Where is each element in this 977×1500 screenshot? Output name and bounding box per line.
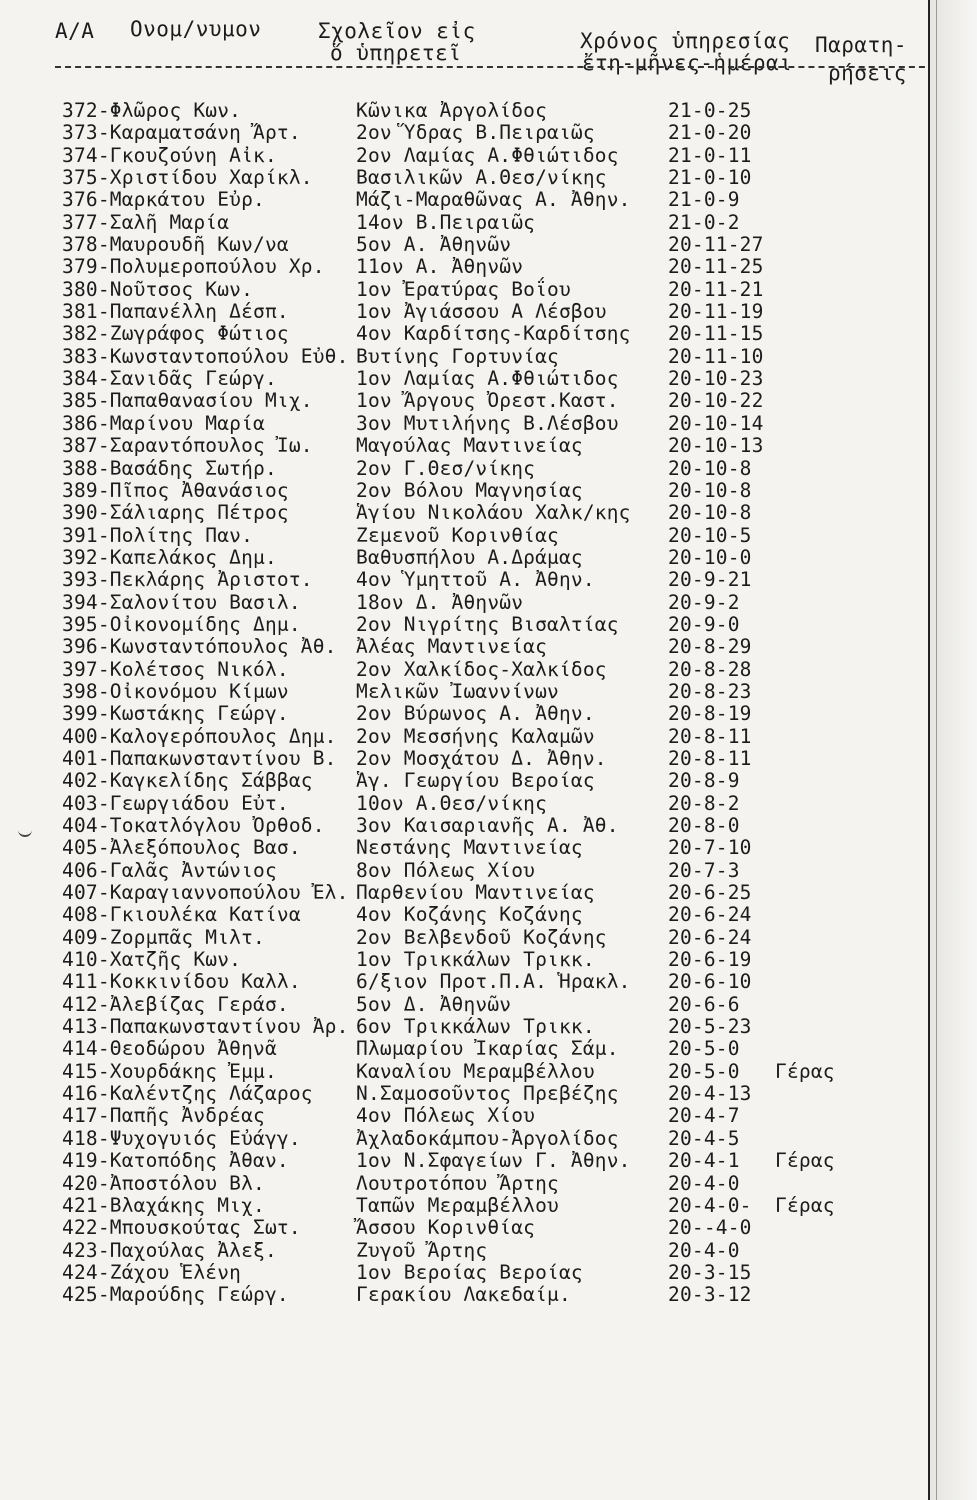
table-row [0,726,930,748]
table-row [0,323,930,345]
row-school: 10ον Α.Θεσ/νίκης [356,791,548,815]
row-school: 2ον Βόλου Μαγνησίας [356,478,583,502]
row-name: 406-Γαλᾶς Ἀντώνιος [62,858,277,882]
row-name: 391-Πολίτης Παν. [62,523,254,547]
row-service-time: 20-8-0 [668,814,740,837]
record-list [0,100,930,1307]
row-name: 377-Σαλῆ Μαρία [62,210,230,234]
row-name: 388-Βασάδης Σωτήρ. [62,456,277,480]
row-name: 425-Μαρούδης Γεώργ. [62,1283,289,1307]
table-row [0,860,930,882]
table-row [0,1284,930,1306]
row-school: 3ον Καισαριανῆς Α. Ἀθ. [356,814,619,837]
row-name: 411-Κοκκινίδου Καλλ. [62,970,301,994]
row-service-time: 20-5-23 [668,1015,752,1039]
table-row [0,882,930,904]
row-service-time: 20-9-2 [668,590,740,614]
header-years-line1: Χρόνος ὑπηρεσίας [580,29,791,53]
row-name: 396-Κωνσταντόπουλος Ἀθ. [62,635,337,659]
table-header [0,0,977,100]
row-school: 2ον Χαλκίδος-Χαλκίδος [356,657,607,681]
row-school: 3ον Μυτιλήνης Β.Λέσβου [356,411,619,435]
row-service-time: 20-10-23 [668,367,764,391]
row-service-time: 20-4-1 [668,1149,740,1173]
row-service-time: 20-8-11 [668,746,752,770]
row-service-time: 20-10-8 [668,478,752,502]
row-name: 412-Ἀλεβίζας Γεράσ. [62,992,289,1016]
table-row [0,770,930,792]
table-row [0,547,930,569]
table-row [0,167,930,189]
row-service-time: 20-7-10 [668,836,752,860]
row-name: 394-Σαλονίτου Βασιλ. [62,590,301,614]
table-row [0,413,930,435]
row-name: 418-Ψυχογυιός Εὐάγγ. [62,1126,301,1150]
row-school: Ἀχλαδοκάμπου-Ἀργολίδος [356,1126,619,1150]
table-row [0,301,930,323]
row-name: 416-Καλέντζης Λάζαρος [62,1082,313,1106]
row-school: Ταπῶν Μεραμβέλλου [356,1193,559,1217]
row-school: Βυτίνης Γορτυνίας [356,344,559,368]
table-row [0,636,930,658]
table-row [0,1038,930,1060]
table-row [0,681,930,703]
row-service-time: 21-0-20 [668,121,752,145]
row-service-time: 20-8-11 [668,724,752,748]
row-school: 2ον Γ.Θεσ/νίκης [356,456,536,480]
row-name: 415-Χουρδάκης Ἐμμ. [62,1059,277,1083]
row-service-time: 20-4-7 [668,1104,740,1128]
row-service-time: 20-6-24 [668,903,752,927]
row-school: Ἀλέας Μαντινείας [356,635,548,659]
table-row [0,1128,930,1150]
row-service-time: 20-11-21 [668,277,764,301]
row-service-time: 20-3-12 [668,1283,752,1307]
table-row [0,614,930,636]
row-service-time: 21-0-2 [668,210,740,234]
row-school: 1ον Ἐρατύρας Βοΐου [356,277,571,301]
row-school: 6/ξιον Προτ.Π.Α. Ἡρακλ. [356,970,631,994]
row-name: 372-Φλῶρος Κων. [62,99,242,122]
row-name: 387-Σαραντόπουλος Ἰω. [62,434,313,458]
header-school-line1: Σχολεῖον εἰς [318,19,476,43]
table-row [0,390,930,412]
row-service-time: 20-8-19 [668,702,752,726]
row-school: 4ον Ὑμηττοῦ Α. Ἀθην. [356,568,595,592]
row-school: 4ον Καρδίτσης-Καρδίτσης [356,322,631,346]
row-name: 374-Γκουζούνη Αἰκ. [62,143,277,167]
row-name: 376-Μαρκάτου Εὐρ. [62,188,265,212]
row-school: Ζυγοῦ Ἄρτης [356,1238,488,1262]
table-row [0,435,930,457]
row-name: 383-Κωνσταντοπούλου Εὐθ. [62,344,349,368]
row-name: 407-Καραγιαννοπούλου Ἐλ. [62,881,349,905]
row-name: 397-Κολέτσος Νικόλ. [62,657,289,681]
row-name: 414-Θεοδώρου Ἀθηνᾶ [62,1037,277,1061]
row-name: 409-Ζορμπᾶς Μιλτ. [62,925,265,949]
row-school: 1ον Ν.Σφαγείων Γ. Ἀθην. [356,1149,631,1173]
row-service-time: 21-0-25 [668,99,752,122]
row-name: 408-Γκιουλέκα Κατίνα [62,903,301,927]
row-name: 400-Καλογερόπουλος Δημ. [62,724,337,748]
row-service-time: 20-11-25 [668,255,764,279]
row-service-time: 20-11-19 [668,300,764,324]
row-service-time: 21-0-11 [668,143,752,167]
row-note: Γέρας [775,1149,835,1173]
row-service-time: 20-6-10 [668,970,752,994]
binding-line [936,0,937,1500]
table-row [0,368,930,390]
table-row [0,525,930,547]
table-row [0,904,930,926]
header-notes-line1: Παρατη- [815,33,908,57]
row-service-time: 20-8-23 [668,679,752,703]
table-row [0,815,930,837]
row-service-time: 20-9-21 [668,568,752,592]
row-name: 401-Παπακωνσταντίνου Β. [62,746,337,770]
table-row [0,346,930,368]
row-school: 1ον Βεροίας Βεροίας [356,1260,583,1284]
row-service-time: 20-6-19 [668,948,752,972]
row-school: Μάζι-Μαραθῶνας Α. Ἀθην. [356,188,631,212]
row-service-time: 20-8-9 [668,769,740,793]
table-row [0,502,930,524]
table-row [0,1240,930,1262]
row-school: 14ον Β.Πειραιῶς [356,210,536,234]
row-name: 384-Σανιδᾶς Γεώργ. [62,367,277,391]
row-service-time: 20-4-0 [668,1238,740,1262]
row-school: 1ον Τρικκάλων Τρικκ. [356,948,595,972]
row-service-time: 20-10-8 [668,501,752,525]
row-school: 1ον Λαμίας Α.Φθιώτιδος [356,367,619,391]
row-service-time: 20-4-5 [668,1126,740,1150]
row-school: 2ον Λαμίας Α.Φθιώτιδος [356,143,619,167]
row-name: 402-Καγκελίδης Σάββας [62,769,313,793]
row-service-time: 20-11-10 [668,344,764,368]
row-school: Μαγούλας Μαντινείας [356,434,583,458]
row-school: Ἄσσου Κορινθίας [356,1216,536,1240]
table-row [0,837,930,859]
row-school: 5ον Δ. Ἀθηνῶν [356,992,512,1016]
header-name: Ονομ/νυμον [130,17,262,41]
table-row [0,100,930,122]
row-school: 2ον Βελβενδοῦ Κοζάνης [356,925,607,949]
table-row [0,659,930,681]
row-name: 417-Παπῆς Ἀνδρέας [62,1104,265,1128]
row-service-time: 20-6-6 [668,992,740,1016]
row-service-time: 20-10-0 [668,545,752,569]
row-name: 393-Πεκλάρης Ἀριστοτ. [62,568,313,592]
row-note: Γέρας [775,1193,835,1217]
row-note: Γέρας [775,1059,835,1083]
row-service-time: 20-6-24 [668,925,752,949]
row-name: 405-Ἀλεξόπουλος Βασ. [62,836,301,860]
header-notes-line2: ρήσεις [828,61,907,85]
table-row [0,1195,930,1217]
table-row [0,145,930,167]
row-service-time: 20-4-0 [668,1171,740,1195]
header-school-line2: ὅ ὑπηρετεῖ [330,41,462,65]
row-name: 390-Σάλιαρης Πέτρος [62,501,289,525]
row-service-time: 20-8-29 [668,635,752,659]
row-service-time: 20-4-13 [668,1082,752,1106]
table-row [0,1173,930,1195]
row-name: 422-Μπουσκούτας Σωτ. [62,1216,301,1240]
table-row [0,1016,930,1038]
row-service-time: 20--4-0 [668,1216,752,1240]
row-name: 410-Χατζῆς Κων. [62,948,242,972]
header-years-line2: ἔτη-μῆνες-ἡμέραι [582,51,793,75]
row-school: Πλωμαρίου Ἰκαρίας Σάμ. [356,1037,619,1061]
row-service-time: 20-8-28 [668,657,752,681]
row-school: Γερακίου Λακεδαίμ. [356,1283,571,1307]
row-name: 380-Νοῦτσος Κων. [62,277,254,301]
row-name: 379-Πολυμεροπούλου Χρ. [62,255,325,279]
row-service-time: 20-10-8 [668,456,752,480]
row-service-time: 20-6-25 [668,881,752,905]
row-school: 18ον Δ. Ἀθηνῶν [356,590,524,614]
table-row [0,703,930,725]
row-name: 423-Παχούλας Ἀλεξ. [62,1238,277,1262]
row-school: Μελικῶν Ἰωαννίνων [356,679,559,703]
row-name: 395-Οἰκονομίδης Δημ. [62,612,301,636]
row-school: Παρθενίου Μαντινείας [356,881,595,905]
table-row [0,569,930,591]
row-service-time: 20-10-5 [668,523,752,547]
table-row [0,256,930,278]
row-school: 4ον Κοζάνης Κοζάνης [356,903,583,927]
table-row [0,189,930,211]
table-row [0,480,930,502]
row-name: 385-Παπαθανασίου Μιχ. [62,389,313,413]
row-school: Νεστάνης Μαντινείας [356,836,583,860]
table-row [0,458,930,480]
table-row [0,592,930,614]
row-name: 424-Ζάχου Ἑλένη [62,1260,242,1284]
header-divider [55,66,935,68]
table-row [0,1217,930,1239]
row-service-time: 20-11-15 [668,322,764,346]
row-school: 8ον Πόλεως Χίου [356,858,536,882]
row-service-time: 20-5-0 [668,1059,740,1083]
row-school: 2ον Μεσσήνης Καλαμῶν [356,724,595,748]
row-name: 399-Κωστάκης Γεώργ. [62,702,289,726]
row-service-time: 20-10-13 [668,434,764,458]
row-name: 413-Παπακωνσταντίνου Ἀρ. [62,1015,349,1039]
row-school: 2ον Ὕδρας Β.Πειραιῶς [356,121,595,145]
table-row [0,122,930,144]
table-row [0,994,930,1016]
table-row [0,279,930,301]
table-row [0,1061,930,1083]
row-school: Λουτροτόπου Ἄρτης [356,1171,559,1195]
table-row [0,748,930,770]
row-name: 421-Βλαχάκης Μιχ. [62,1193,265,1217]
table-row [0,212,930,234]
row-school: 6ον Τρικκάλων Τρικκ. [356,1015,595,1039]
row-school: 5ον Α. Ἀθηνῶν [356,233,512,257]
row-service-time: 20-7-3 [668,858,740,882]
header-aa: Α/Α [55,19,95,43]
row-name: 392-Καπελάκος Δημ. [62,545,277,569]
row-service-time: 20-3-15 [668,1260,752,1284]
row-name: 373-Καραματσάνη Ἄρτ. [62,121,301,145]
row-name: 381-Παπανέλλη Δέσπ. [62,300,289,324]
row-name: 382-Ζωγράφος Φώτιος [62,322,289,346]
row-service-time: 20-11-27 [668,233,764,257]
row-school: 2ον Μοσχάτου Δ. Ἀθην. [356,746,607,770]
row-service-time: 20-4-0- [668,1193,752,1217]
table-row [0,949,930,971]
row-school: Βαθυσπήλου Α.Δράμας [356,545,583,569]
row-name: 419-Κατοπόδης Ἀθαν. [62,1149,289,1173]
row-school: Ἁγ. Γεωργίου Βεροίας [356,769,595,793]
row-school: 1ον Ἄργους Ὀρεστ.Καστ. [356,389,619,413]
row-school: Ζεμενοῦ Κορινθίας [356,523,559,547]
row-school: Καναλίου Μεραμβέλλου [356,1059,595,1083]
table-row [0,234,930,256]
row-name: 420-Ἀποστόλου Βλ. [62,1171,265,1195]
row-name: 375-Χριστίδου Χαρίκλ. [62,166,313,190]
row-school: 11ον Α. Ἀθηνῶν [356,255,524,279]
row-name: 404-Τοκατλόγλου Ὀρθοδ. [62,814,325,837]
row-service-time: 21-0-9 [668,188,740,212]
row-service-time: 20-5-0 [668,1037,740,1061]
binding-edge [928,0,977,1500]
row-name: 403-Γεωργιάδου Εὐτ. [62,791,289,815]
row-school: Ν.Σαμοσοῦντος Πρεβέζης [356,1082,619,1106]
row-school: Βασιλικῶν Α.Θεσ/νίκης [356,166,607,190]
row-school: 1ον Ἀγιάσσου Α Λέσβου [356,300,607,324]
table-row [0,1083,930,1105]
table-row [0,971,930,993]
row-name: 378-Μαυρουδῆ Κων/να [62,233,289,257]
table-row [0,793,930,815]
row-name: 389-Πῖπος Ἀθανάσιος [62,478,289,502]
row-name: 398-Οἰκονόμου Κίμων [62,679,289,703]
table-row [0,927,930,949]
table-row [0,1262,930,1284]
table-row [0,1150,930,1172]
row-service-time: 20-9-0 [668,612,740,636]
row-school: 2ον Νιγρίτης Βισαλτίας [356,612,619,636]
row-service-time: 20-10-14 [668,411,764,435]
table-row [0,1105,930,1127]
row-school: Κῶνικα Ἀργολίδος [356,99,548,122]
row-school: Ἁγίου Νικολάου Χαλκ/κης [356,501,631,525]
row-name: 386-Μαρίνου Μαρία [62,411,265,435]
row-service-time: 21-0-10 [668,166,752,190]
row-service-time: 20-8-2 [668,791,740,815]
row-school: 4ον Πόλεως Χίου [356,1104,536,1128]
row-school: 2ον Βύρωνος Α. Ἀθην. [356,702,595,726]
row-service-time: 20-10-22 [668,389,764,413]
